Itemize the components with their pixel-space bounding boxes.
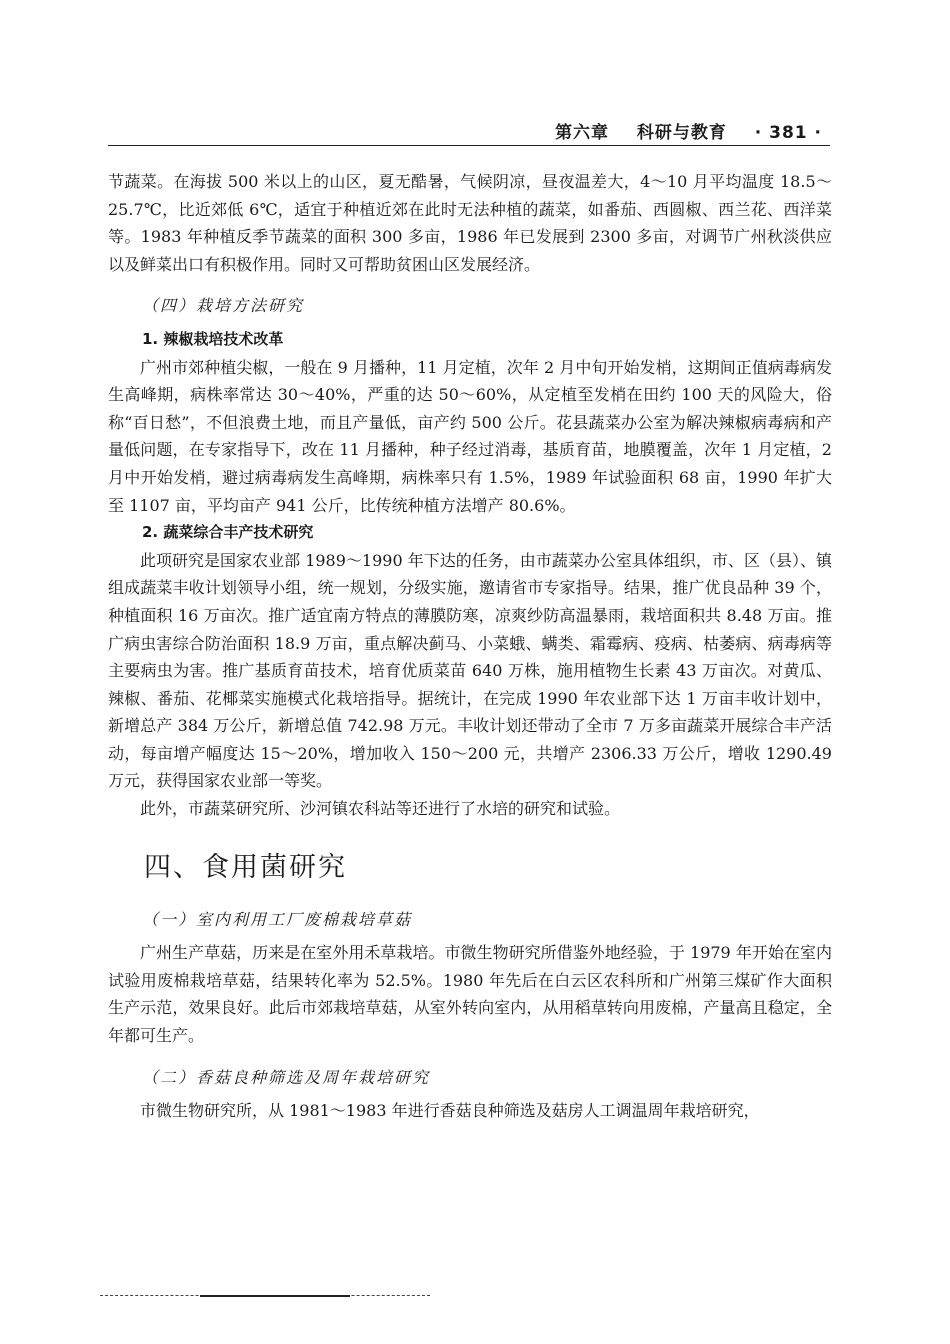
- header-rule: [108, 145, 830, 146]
- paragraph-shiitake: 市微生物研究所，从 1981～1983 年进行香菇良种筛选及菇房人工调温周年栽培研究，: [140, 1101, 760, 1121]
- subsection-heading-shiitake: （二）香菇良种筛选及周年栽培研究: [142, 1067, 431, 1087]
- item-heading-vegetable-yield: 2. 蔬菜综合丰产技术研究: [142, 523, 314, 542]
- paragraph-hydroponics: 此外，市蔬菜研究所、沙河镇农科站等还进行了水培的研究和试验。: [140, 799, 621, 819]
- body-text: [108, 168, 832, 1125]
- chapter-number: 第六章: [555, 123, 610, 143]
- subsection-heading-straw-mushroom: （一）室内利用工厂废棉栽培草菇: [142, 909, 413, 929]
- paragraph-pepper: 广州市郊种植尖椒，一般在 9 月播种，11 月定植，次年 2 月中旬开始发梢，这期间正值病毒病发生高峰期，病株率常达 30～40%，严重的达 50～60%，从定植至发梢在田约 100 天的风险大，俗称“百日愁”，不但浪费土地，而且产量低，亩产约 500 公斤。花县蔬菜办公室为解决辣椒病毒病和产量低问题，在专家指导下，改在 11 月播种，种子经过消毒，基质育苗，地膜覆盖，次年 1 月定植，2 月中开始发梢，避过病毒病发生高峰期，病株率只有 1.5%，1989 年试验面积 68 亩，1990 年扩大至 1107 亩，平均亩产 941 公斤，比传统种植方法增产 80.6%。: [108, 357, 832, 515]
- paragraph-straw-mushroom: 广州生产草菇，历来是在室外用禾草栽培。市微生物研究所借鉴外地经验，于 1979 年开始在室内试验用废棉栽培草菇，结果转化率为 52.5%。1980 年先后在白云区农科所和广州第三煤矿作大面积生产示范，效果良好。此后市郊栽培草菇，从室外转向室内，从用稻草转向用废棉，产量高且稳定，全年都可生产。: [108, 943, 832, 1046]
- chapter-title: 科研与教育: [636, 123, 727, 143]
- running-header: [555, 118, 822, 143]
- page-number: · 381 ·: [754, 123, 822, 143]
- subsection-heading-cultivation: （四）栽培方法研究: [142, 296, 305, 316]
- item-heading-pepper: 1. 辣椒栽培技术改革: [142, 329, 284, 348]
- footer-rule-solid: [200, 1295, 350, 1297]
- paragraph-vegetable-yield: 此项研究是国家农业部 1989～1990 年下达的任务，由市蔬菜办公室具体组织，市、区（县）、镇组成蔬菜丰收计划领导小组，统一规划，分级实施，邀请省市专家指导。结果，推广优良品种 39 个，种植面积 16 万亩次。推广适宜南方特点的薄膜防寒，凉爽纱防高温暴雨，栽培面积共 8.48 万亩。推广病虫害综合防治面积 18.9 万亩，重点解决蓟马、小菜蛾、螨类、霜霉病、疫病、枯萎病、病毒病等主要病虫为害。推广基质育苗技术，培育优质菜苗 640 万株，施用植物生长素 43 万亩次。对黄瓜、辣椒、番茄、花椰菜实施模式化栽培指导。据统计，在完成 1990 年农业部下达 1 万亩丰收计划中，新增总产 384 万公斤，新增总值 742.98 万元。丰收计划还带动了全市 7 万多亩蔬菜开展综合丰产活动，每亩增产幅度达 15～20%，增加收入 150～200 元，共增产 2306.33 万公斤，增收 1290.49 万元，获得国家农业部一等奖。: [108, 550, 832, 791]
- section-heading-fungi: 四、食用菌研究: [144, 851, 347, 883]
- paragraph-intro: 节蔬菜。在海拔 500 米以上的山区，夏无酷暑，气候阴凉，昼夜温差大，4～10 月平均温度 18.5～25.7℃，比近郊低 6℃，适宜于种植近郊在此时无法种植的蔬菜，如番茄、西圆椒、西兰花、西洋菜等。1983 年种植反季节蔬菜的面积 300 多亩，1986 年已发展到 2300 多亩，对调节广州秋淡供应以及鲜菜出口有积极作用。同时又可帮助贫困山区发展经济。: [108, 172, 832, 274]
